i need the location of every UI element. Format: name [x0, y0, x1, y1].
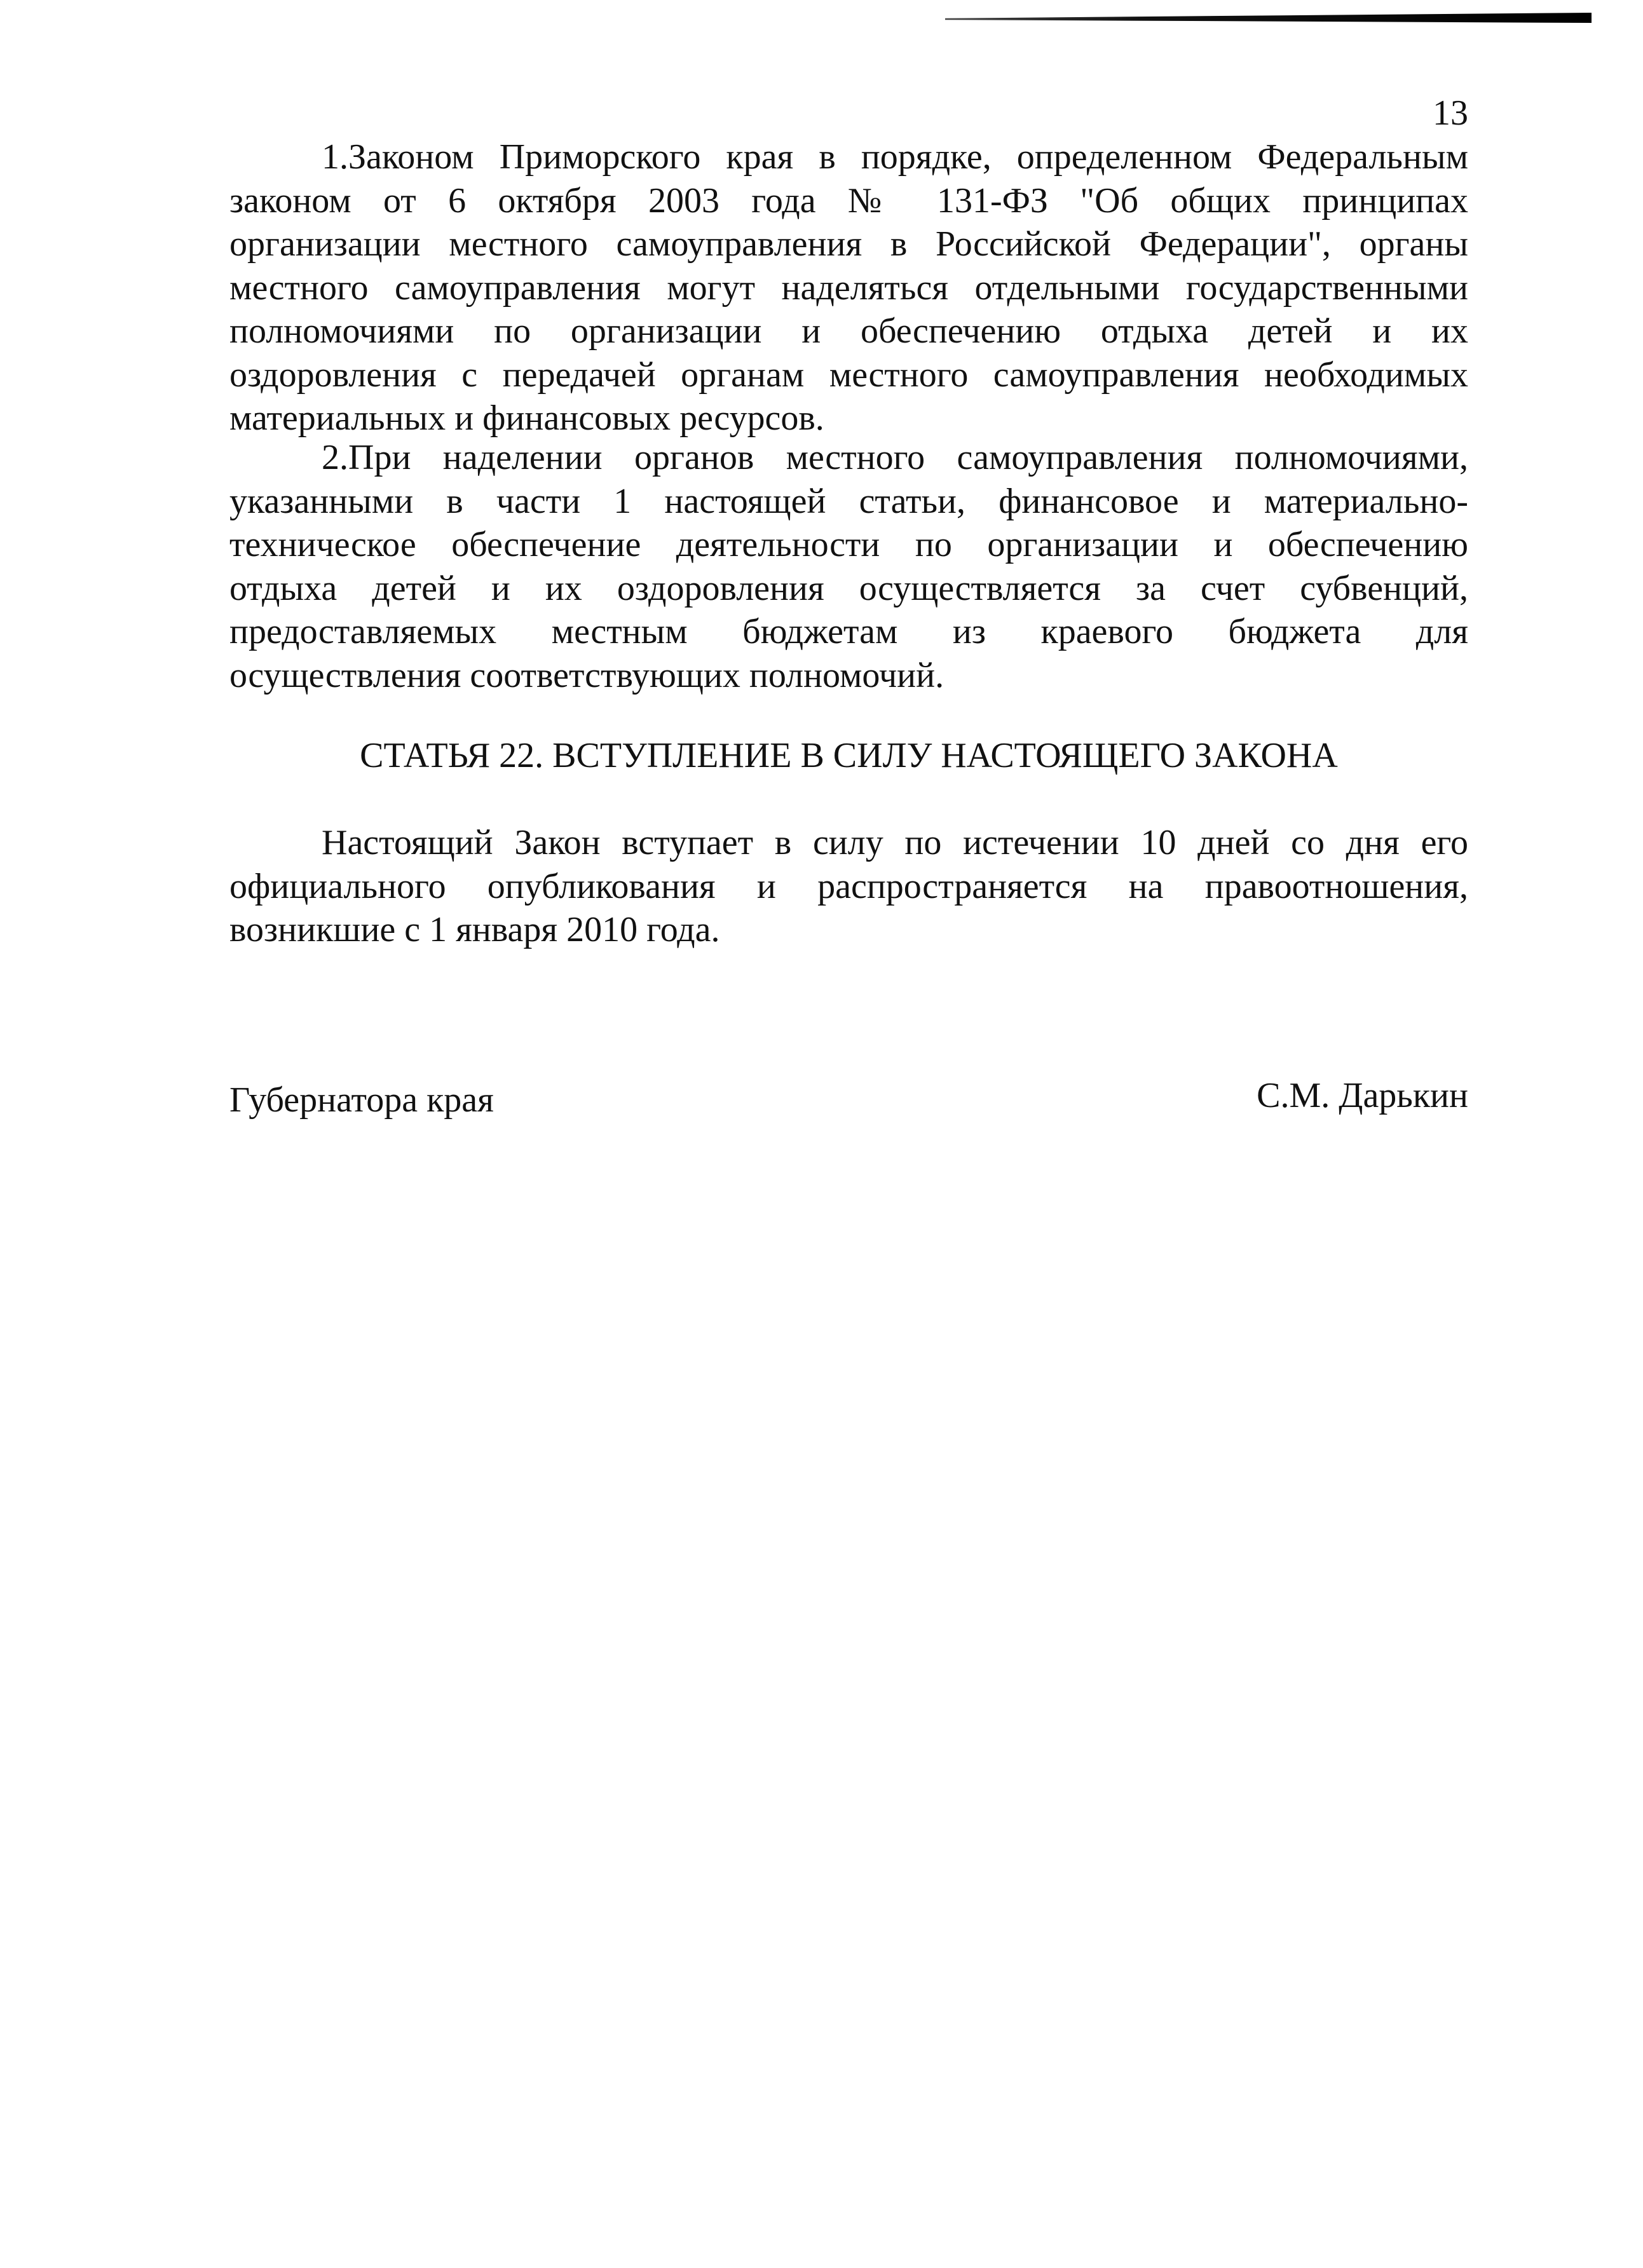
- text-line: Настоящий Закон вступает в силу по истечении 10 дней со дня его: [322, 823, 1468, 862]
- text-line: отдыха детей и их оздоровления осуществляется за счет субвенций,: [229, 568, 1468, 608]
- text-line: 2.При наделении органов местного самоуправления полномочиями,: [322, 438, 1468, 477]
- text-line: осуществления соответствующих полномочий.: [229, 655, 944, 695]
- page-number: 13: [1433, 93, 1468, 133]
- paragraph-1: [229, 135, 1468, 440]
- text-line: организации местного самоуправления в Российской Федерации", органы: [229, 224, 1468, 264]
- text-line: законом от 6 октября 2003 года № 131-ФЗ "Об общих принципах: [229, 180, 1468, 221]
- text-line: материальных и финансовых ресурсов.: [229, 398, 824, 438]
- paragraph-3: [229, 821, 1468, 952]
- text-line: местного самоуправления могут наделяться отдельными государственными: [229, 268, 1468, 308]
- text-line: техническое обеспечение деятельности по организации и обеспечению: [229, 525, 1468, 564]
- signatory-name: С.М. Дарькин: [1257, 1076, 1468, 1115]
- text-line: полномочиями по организации и обеспечению отдыха детей и их: [229, 311, 1468, 351]
- text-line: 1.Законом Приморского края в порядке, определенном Федеральным: [322, 137, 1468, 177]
- text-line: указанными в части 1 настоящей статьи, финансовое и материально-: [229, 481, 1468, 521]
- text-line: оздоровления с передачей органам местного самоуправления необходимых: [229, 355, 1468, 395]
- text-line: возникшие с 1 января 2010 года.: [229, 910, 720, 949]
- scan-artifact-line: [945, 13, 1592, 23]
- text-line: официального опубликования и распространяется на правоотношения,: [229, 866, 1468, 906]
- text-line: предоставляемых местным бюджетам из краевого бюджета для: [229, 612, 1468, 651]
- article-heading: СТАТЬЯ 22. ВСТУПЛЕНИЕ В СИЛУ НАСТОЯЩЕГО ЗАКОНА: [360, 736, 1338, 775]
- paragraph-2: [229, 436, 1468, 697]
- signatory-title: Губернатора края: [229, 1080, 494, 1120]
